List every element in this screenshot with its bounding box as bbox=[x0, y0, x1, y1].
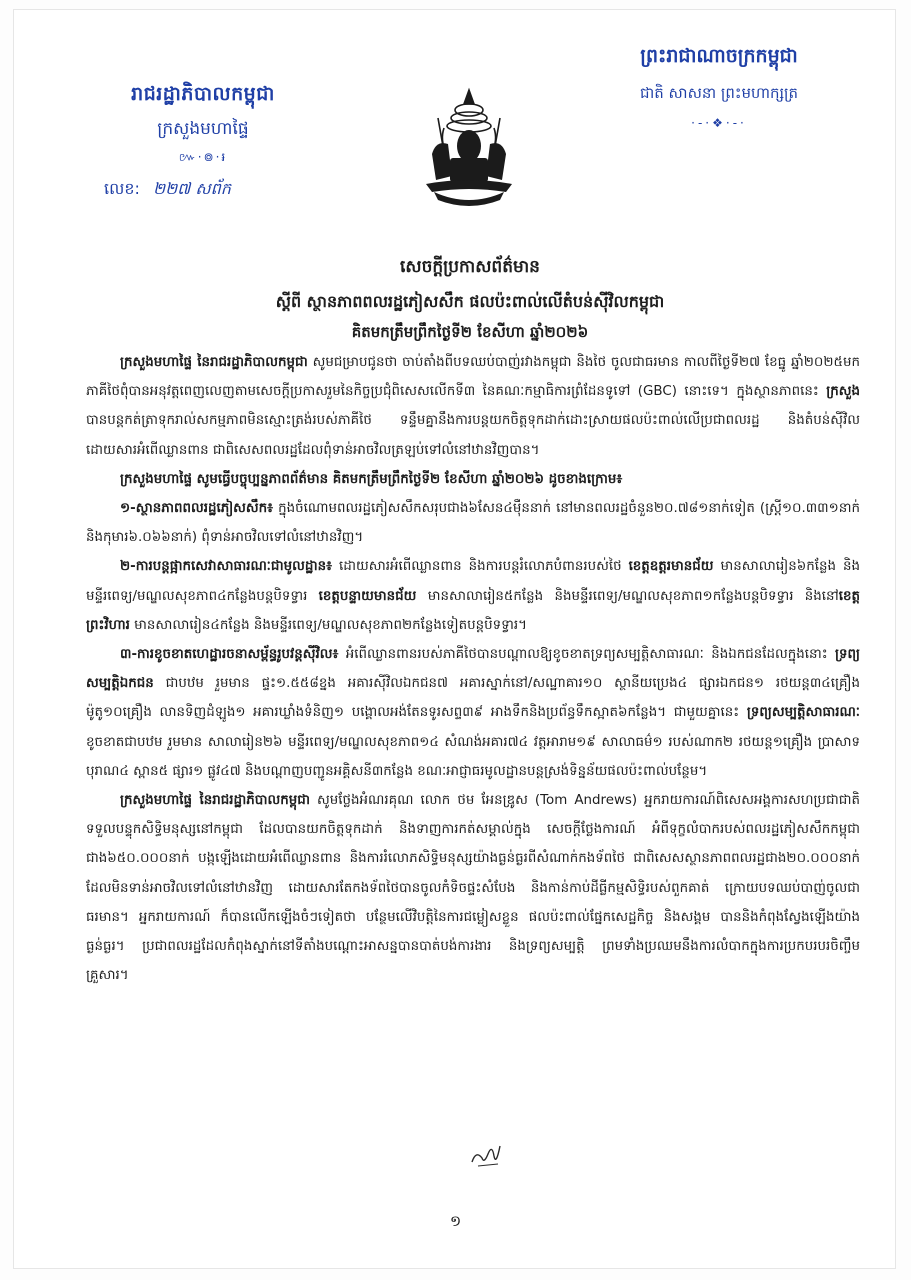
section-3-text-c: ខូចខាតជាបឋម រួមមាន សាលារៀន២៦ មន្ទីរពេទ្យ/មណ្ឌលសុខភាព១៤ សំណង់អគារ៧៤ វត្តអារាម១៩ សាលាធម៌១ របស់ណាក២ រថយន្ត១គ្រឿង ប្រាសាទបុរាណ៤ ស្ពាន៥ ផ្សារ១ ផ្លូវ៤៧ និងបណ្តាញបញ្ជូនអគ្គិសនី៣កន្លែង ខណៈអាជ្ញាធរមូលដ្ឋានបន្តស្រង់ទិន្នន័យផលប៉ះពាល់បន្ថែម។ bbox=[86, 734, 860, 779]
header-left bbox=[88, 82, 318, 167]
paragraph-services bbox=[86, 552, 860, 640]
province-banteay-meanchey: ខេត្តបន្ទាយមានជ័យ bbox=[318, 588, 417, 604]
reference-number bbox=[104, 178, 231, 202]
intro-text-cont: បានបន្តកត់ត្រាទុករាល់សកម្មភាពមិនស្មោះត្រង់របស់ភាគីថៃ ទន្ទឹមគ្នានឹងការបន្តយកចិត្តទុកដាក់ដោះស្រាយផលប៉ះពាល់លើប្រជាពលរដ្ឋ និងតំបន់ស៊ីវិល ដោយសារអំពើឈ្លានពាន ជាពិសេសពលរដ្ឋដែលពុំទាន់អាចវិលត្រឡប់ទៅលំនៅឋានវិញបាន។ bbox=[86, 413, 860, 458]
national-motto: ជាតិ សាសនា ព្រះមហាក្សត្រ bbox=[639, 84, 799, 102]
paragraph-update-heading bbox=[86, 465, 860, 494]
paragraph-displaced bbox=[86, 494, 860, 552]
royal-emblem-icon bbox=[414, 84, 524, 210]
public-property-label: ទ្រព្យសម្បត្តិសាធារណៈ bbox=[746, 705, 860, 721]
section-3-text-b: ជាបឋម រួមមាន ផ្ទះ១.៥៥៨ខ្នង អគារស៊ីវិលឯកជន៧ អគារស្នាក់នៅ/សណ្ឋាគារ១០ ស្ថានីយប្រេង៤ ផ្សារឯកជន១ រថយន្ត៣៤គ្រឿង ម៉ូតូ១០គ្រឿង លានទិញដំឡូង១ អគារឃ្លាំងទំនិញ១ បង្គោលអង់តែនទូរសព្ទ៣៩ អាងទឹកនិងប្រព័ន្ធទឹកស្អាត៦កន្លែង។ ជាមួយគ្នានេះ bbox=[86, 676, 860, 721]
section-2-text-d: មានសាលារៀន៤កន្លែង និងមន្ទីរពេទ្យ/មណ្ឌលសុខភាព២កន្លែងទៀតបន្តបិទទ្វារ។ bbox=[129, 617, 527, 633]
ministry-word: ក្រសួង bbox=[826, 384, 860, 400]
private-property-label: ទ្រព្យសម្បត្តិឯកជន bbox=[86, 647, 860, 692]
document-title bbox=[120, 256, 820, 345]
section-1-heading: ១-ស្ថានភាពពលរដ្ឋភៀសសឹក៖ bbox=[120, 501, 274, 517]
ministry-name: ក្រសួងមហាផ្ទៃ bbox=[157, 119, 249, 139]
province-preah-vihear: ខេត្តព្រះវិហារ bbox=[86, 588, 860, 633]
ministry-lead-2: ក្រសួងមហាផ្ទៃ នៃរាជរដ្ឋាភិបាលកម្ពុជា bbox=[120, 793, 310, 809]
kingdom-name: ព្រះរាជាណាចក្រកម្ពុជា bbox=[640, 45, 798, 67]
province-oddar-meanchey: ខេត្តឧត្តរមានជ័យ bbox=[628, 559, 714, 575]
section-3-text: អំពើឈ្លានពានរបស់ភាគីថៃបានបណ្តាលឱ្យខូចខាតទ្រព្យសម្បត្តិសាធារណៈ និងឯកជនដែលក្នុងនោះ bbox=[338, 647, 836, 663]
intro-text: សូមជម្រាបជូនថា ចាប់តាំងពីបទឈប់បាញ់រវាងកម្ពុជា និងថៃ ចូលជាធរមាន កាលពីថ្ងៃទី២៧ ខែធ្នូ ឆ្នាំ២០២៥មក ភាគីថៃពុំបានអនុវត្តពេញលេញតាមសេចក្តីប្រកាសរួមនៃកិច្ចប្រជុំពិសេសលើកទី៣ នៃគណៈកម្មាធិការព្រំដែនទូទៅ (GBC) នោះទេ។ ក្នុងស្ថានភាពនេះ bbox=[86, 355, 860, 400]
title-line-2: ស្តីពី ស្ថានភាពពលរដ្ឋភៀសសឹក ផលប៉ះពាល់លើតំបន់ស៊ីវិលកម្ពុជា bbox=[275, 292, 665, 311]
page-number: ១ bbox=[449, 1212, 462, 1230]
ornament-left: ៚·៙·៛ bbox=[178, 150, 228, 164]
section-2-heading: ២-ការបន្តផ្អាកសេវាសាធារណៈជាមូលដ្ឋាន៖ bbox=[120, 559, 333, 575]
thanks-text: សូមថ្លែងអំណរគុណ លោក ថម អែនឌ្រូស (Tom Andrews) អ្នករាយការណ៍ពិសេសអង្គការសហប្រជាជាតិ ទទួលបន្ទុកសិទ្ធិមនុស្សនៅកម្ពុជា ដែលបានយកចិត្តទុកដាក់ និងទាញការកត់សម្គាល់ក្នុង សេចក្តីថ្លែងការណ៍ អំពីទុក្ខលំបាករបស់ពលរដ្ឋភៀសសឹកកម្ពុជា ជាង៦៥០.០០០នាក់ បង្កឡើងដោយអំពើឈ្លានពាន និងការរំលោភសិទ្ធិមនុស្សយ៉ាងធ្ងន់ធ្ងរពីសំណាក់កងទ័ពថៃ ជាពិសេសស្ថានភាពពលរដ្ឋជាង២០.០០០នាក់ ដែលមិនទាន់អាចវិលទៅលំនៅឋានវិញ ដោយសារតែកងទ័ពថៃបានចូលកំទិចផ្ទះសំបែង និងកាន់កាប់ដីធ្លីកម្មសិទ្ធិរបស់ពួកគាត់ ក្រោយបទឈប់បាញ់ចូលជាធរមាន។ អ្នករាយការណ៍ ក៏បានលើកឡើងចំៗទៀតថា បន្ថែមលើវិបត្តិនៃការជម្លៀសខ្លួន ផលប៉ះពាល់ផ្នែកសេដ្ឋកិច្ច និងសង្គម បាននិងកំពុងស្វែងឡើងយ៉ាងធ្ងន់ធ្ងរ។ ប្រជាពលរដ្ឋដែលកំពុងស្នាក់នៅទីតាំងបណ្តោះអាសន្នបានបាត់បង់ការងារ និងទ្រព្យសម្បត្តិ ព្រមទាំងប្រឈមនឹងការលំបាកក្នុងការប្រកបរបរចិញ្ចឹមគ្រួសារ។ bbox=[86, 793, 860, 984]
section-2-text: ដោយសារអំពើឈ្លានពាន និងការបន្តរំលោភបំពានរបស់ថៃ bbox=[332, 559, 629, 575]
section-2-text-c: មានសាលារៀន៥កន្លែង និងមន្ទីរពេទ្យ/មណ្ឌលសុខភាព១កន្លែងបន្តបិទទ្វារ និងនៅ bbox=[416, 588, 839, 604]
section-3-heading: ៣-ការខូចខាតហេដ្ឋារចនាសម្ព័ន្ធរូបវន្តស៊ីវិល៖ bbox=[120, 647, 339, 663]
government-name: រាជរដ្ឋាភិបាលកម្ពុជា bbox=[131, 83, 275, 105]
paragraph-intro bbox=[86, 348, 860, 465]
signature-initial bbox=[468, 1136, 504, 1170]
title-line-3: គិតមកត្រឹមព្រឹកថ្ងៃទី២ ខែសីហា ឆ្នាំ២០២៦ bbox=[351, 323, 589, 341]
document-body bbox=[86, 348, 860, 990]
update-heading: ក្រសួងមហាផ្ទៃ សូមធ្វើបច្ចុប្បន្នភាពព័ត៌មាន គិតមកត្រឹមព្រឹកថ្ងៃទី២ ខែសីហា ឆ្នាំ២០២៦ ដូចខាងក្រោម៖ bbox=[120, 471, 623, 487]
ministry-lead: ក្រសួងមហាផ្ទៃ នៃរាជរដ្ឋាភិបាលកម្ពុជា bbox=[120, 355, 308, 370]
section-2-text-b: មានសាលារៀន៦កន្លែង និងមន្ទីរពេទ្យ/មណ្ឌលសុខភាព៤កន្លែងបន្តបិទទ្វារ bbox=[86, 559, 860, 604]
paragraph-damage bbox=[86, 640, 860, 786]
section-1-text: ក្នុងចំណោមពលរដ្ឋភៀសសឹកសរុបជាង៦សែន៤ម៉ឺននាក់ នៅមានពលរដ្ឋចំនួន២០.៧៨១នាក់ទៀត (ស្ត្រី១០.៣៣១នាក់ និងកុមារ៦.០៦៦នាក់) ពុំទាន់អាចវិលទៅលំនៅឋានវិញ។ bbox=[86, 501, 860, 546]
paragraph-thanks bbox=[86, 786, 860, 990]
title-line-1: សេចក្តីប្រកាសព័ត៌មាន bbox=[400, 257, 540, 277]
reference-label: លេខ: bbox=[104, 179, 140, 198]
header-right bbox=[589, 44, 849, 130]
reference-value: ២២៧ សព័ក bbox=[152, 179, 231, 198]
ornament-right: ·-·❖·-· bbox=[691, 116, 747, 130]
